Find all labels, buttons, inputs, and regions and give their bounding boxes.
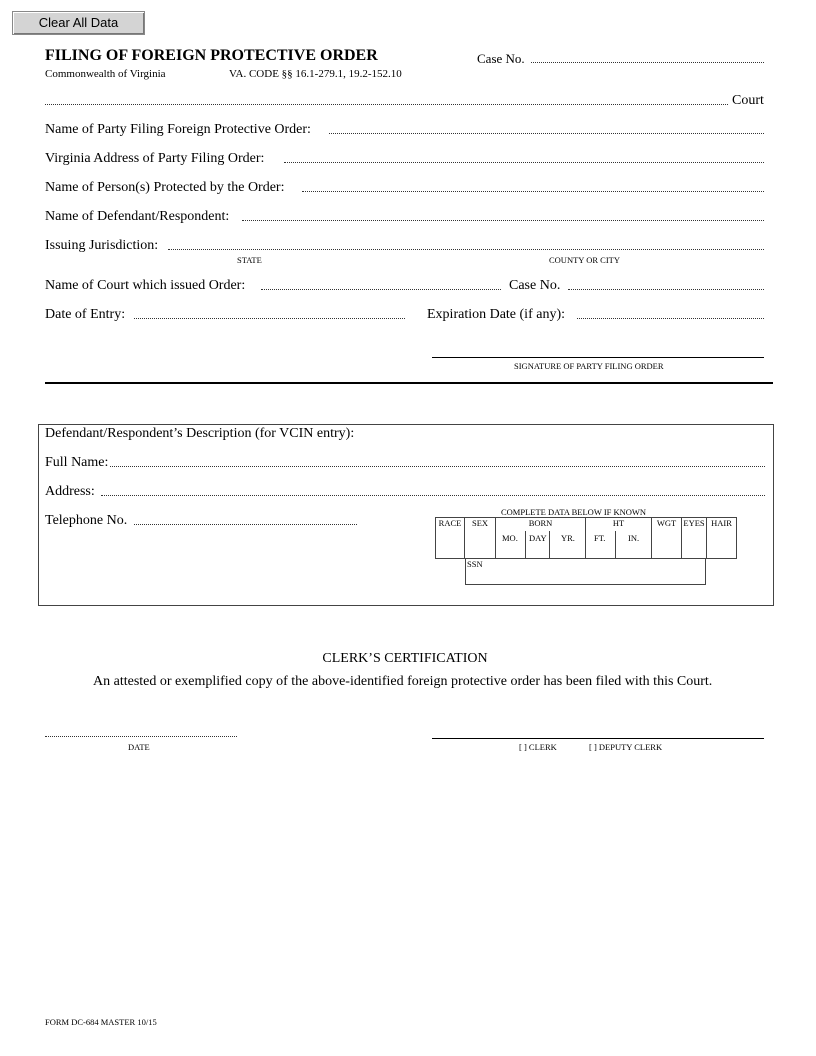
signature-sublabel: SIGNATURE OF PARTY FILING ORDER <box>514 361 664 371</box>
race-label: RACE <box>438 518 462 528</box>
clear-all-data-button[interactable]: Clear All Data <box>12 11 145 35</box>
state-sublabel: STATE <box>237 255 262 265</box>
race-cell[interactable] <box>435 517 465 559</box>
wgt-cell[interactable] <box>651 517 682 559</box>
def-address-field[interactable] <box>101 495 765 496</box>
date-entry-label: Date of Entry: <box>45 307 126 322</box>
born-mo-label: MO. <box>502 533 518 543</box>
protected-persons-field[interactable] <box>302 191 764 192</box>
description-heading: Defendant/Respondent’s Description (for VCIN entry): <box>45 426 355 441</box>
case-no-field[interactable] <box>531 62 764 63</box>
section-divider <box>45 382 773 384</box>
ssn-cell[interactable] <box>465 558 706 585</box>
va-address-label: Virginia Address of Party Filing Order: <box>45 151 265 166</box>
issued-case-no-label: Case No. <box>509 278 561 293</box>
clerk-date-sublabel: DATE <box>128 742 150 752</box>
eyes-cell[interactable] <box>681 517 707 559</box>
expiration-label: Expiration Date (if any): <box>427 307 566 322</box>
signature-line[interactable] <box>432 357 764 358</box>
jurisdiction-label: Issuing Jurisdiction: <box>45 238 159 253</box>
sex-label: SEX <box>471 518 489 528</box>
county-sublabel: COUNTY OR CITY <box>549 255 620 265</box>
court-issued-label: Name of Court which issued Order: <box>45 278 246 293</box>
sex-cell[interactable] <box>464 517 496 559</box>
defendant-field[interactable] <box>242 220 764 221</box>
court-name-field[interactable] <box>45 104 728 105</box>
issued-case-no-field[interactable] <box>568 289 764 290</box>
clerk-date-field[interactable] <box>45 736 237 737</box>
deputy-clerk-option[interactable]: [ ] DEPUTY CLERK <box>589 742 663 752</box>
eyes-label: EYES <box>683 518 705 528</box>
clerk-heading-text: CLERK’S CERTIFICATION <box>322 651 488 666</box>
clerk-statement: An attested or exemplified copy of the above-identified foreign protective order has been filed with this Court. <box>93 674 713 689</box>
born-yr-label: YR. <box>561 533 575 543</box>
wgt-label: WGT <box>656 518 677 528</box>
hair-cell[interactable] <box>706 517 737 559</box>
party-filing-label: Name of Party Filing Foreign Protective Order: <box>45 122 311 137</box>
expiration-field[interactable] <box>577 318 764 319</box>
telephone-field[interactable] <box>134 524 357 525</box>
defendant-label: Name of Defendant/Respondent: <box>45 209 230 224</box>
code-label: VA. CODE §§ 16.1-279.1, 19.2-152.10 <box>229 68 402 80</box>
full-name-field[interactable] <box>110 466 765 467</box>
va-address-field[interactable] <box>284 162 764 163</box>
state-label: Commonwealth of Virginia <box>45 68 166 80</box>
party-filing-field[interactable] <box>329 133 764 134</box>
born-day-label: DAY <box>529 533 547 543</box>
ssn-label: SSN <box>467 559 483 569</box>
ht-ft-label: FT. <box>594 533 606 543</box>
jurisdiction-field[interactable] <box>168 249 764 250</box>
clerk-heading <box>0 651 816 667</box>
clerk-signature-line[interactable] <box>432 738 764 739</box>
clerk-option[interactable]: [ ] CLERK <box>519 742 557 752</box>
form-id: FORM DC-684 MASTER 10/15 <box>45 1017 157 1027</box>
ht-label: HT <box>612 518 625 528</box>
court-issued-field[interactable] <box>261 289 501 290</box>
full-name-label: Full Name: <box>45 455 109 470</box>
protected-persons-label: Name of Person(s) Protected by the Order: <box>45 180 285 195</box>
court-label: Court <box>732 93 764 108</box>
born-label: BORN <box>528 518 553 528</box>
ht-divider <box>615 531 616 559</box>
form-title: FILING OF FOREIGN PROTECTIVE ORDER <box>45 47 378 64</box>
complete-data-label: COMPLETE DATA BELOW IF KNOWN <box>501 507 647 517</box>
hair-label: HAIR <box>711 518 732 528</box>
date-entry-field[interactable] <box>134 318 405 319</box>
def-address-label: Address: <box>45 484 95 499</box>
ht-in-label: IN. <box>628 533 640 543</box>
case-no-label: Case No. <box>477 51 525 66</box>
telephone-label: Telephone No. <box>45 513 128 528</box>
